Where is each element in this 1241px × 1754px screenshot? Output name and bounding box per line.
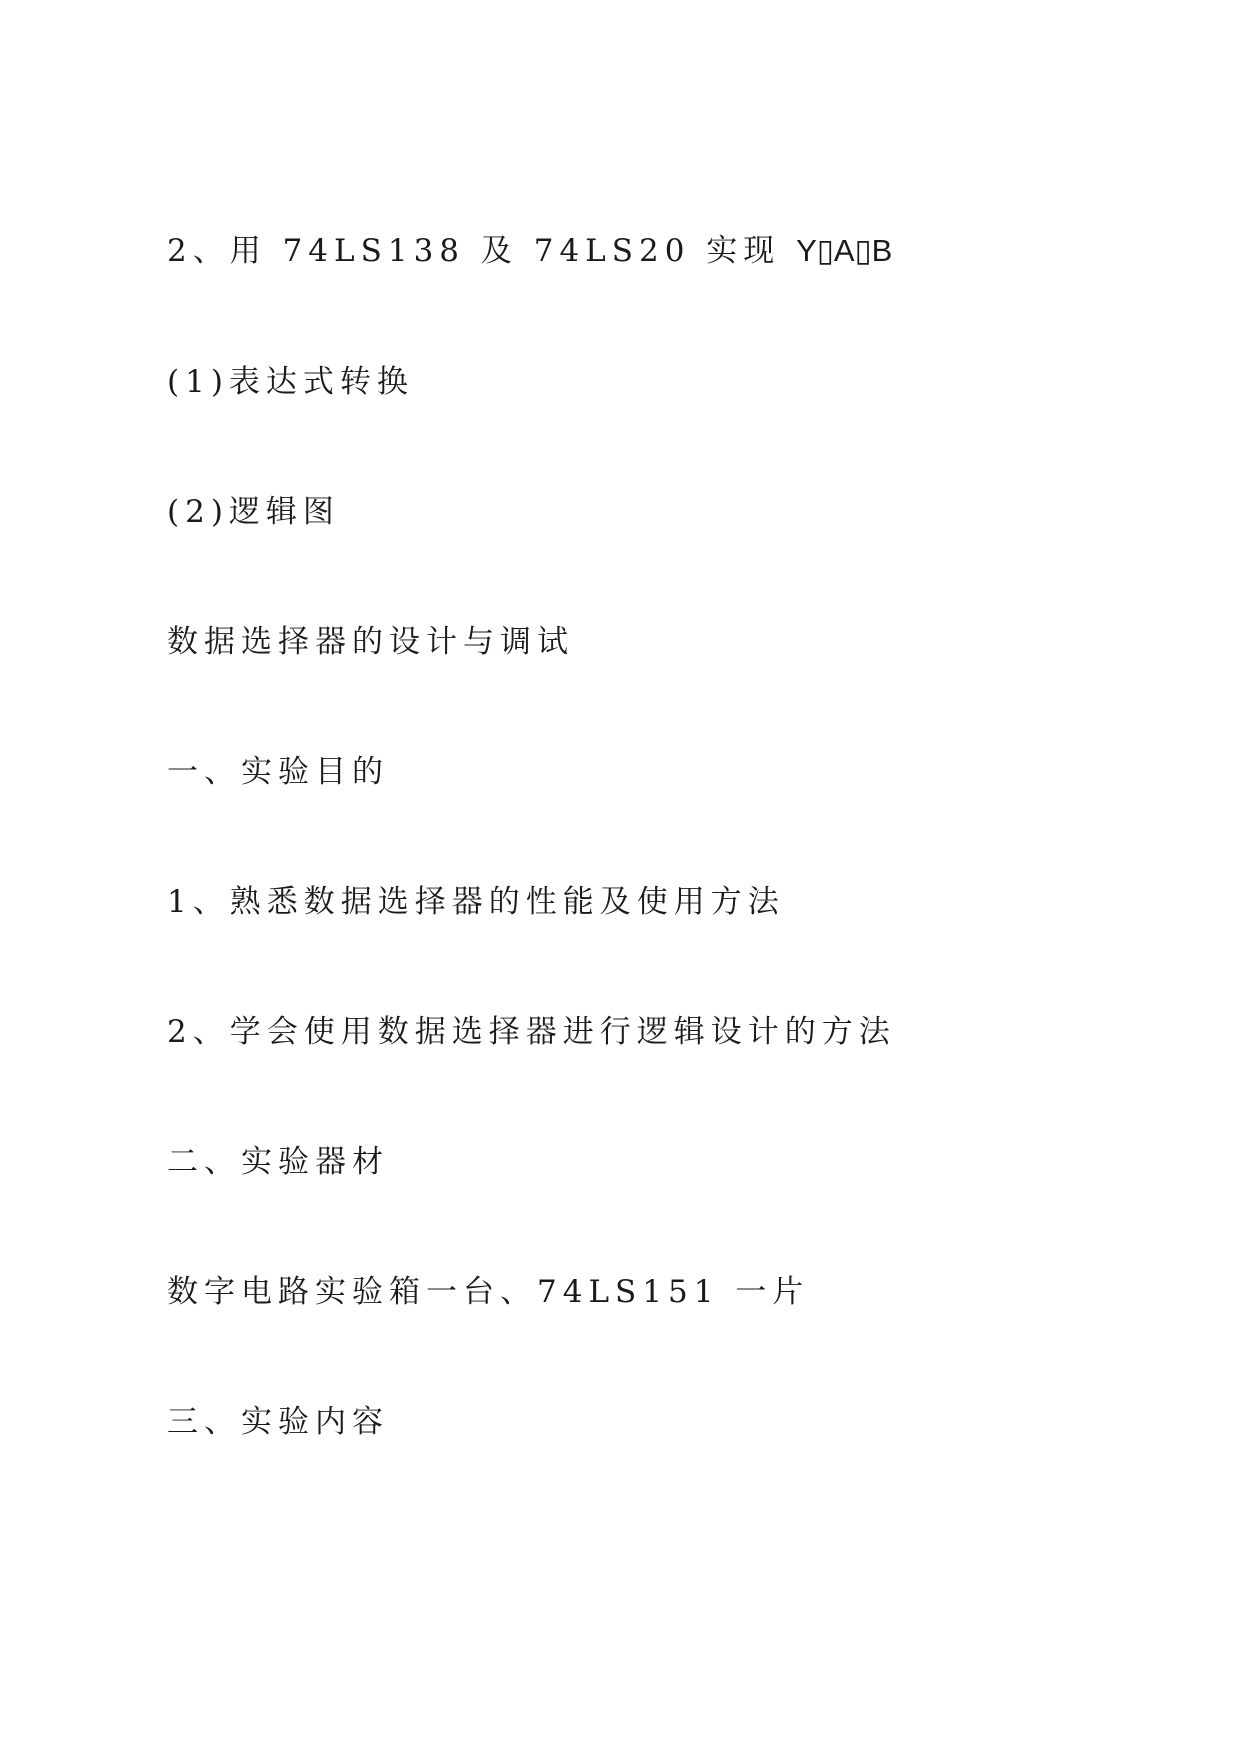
objective-2: 2、学会使用数据选择器进行逻辑设计的方法 bbox=[167, 1014, 896, 1050]
heading-content: 三、实验内容 bbox=[167, 1404, 389, 1440]
section-title: 数据选择器的设计与调试 bbox=[167, 624, 574, 660]
step-expression-conversion: (1)表达式转换 bbox=[167, 364, 414, 400]
heading-objectives: 一、实验目的 bbox=[167, 754, 389, 790]
equipment-list: 数字电路实验箱一台、74LS151 一片 bbox=[167, 1274, 810, 1310]
objective-1: 1、熟悉数据选择器的性能及使用方法 bbox=[167, 884, 785, 920]
formula-y-a-b: Y▯A▯B bbox=[796, 233, 893, 268]
heading-equipment: 二、实验器材 bbox=[167, 1144, 389, 1180]
step-logic-diagram: (2)逻辑图 bbox=[167, 494, 340, 530]
task-2-heading bbox=[167, 231, 892, 271]
task-2-text: 2、用 74LS138 及 74LS20 实现 bbox=[167, 233, 797, 269]
